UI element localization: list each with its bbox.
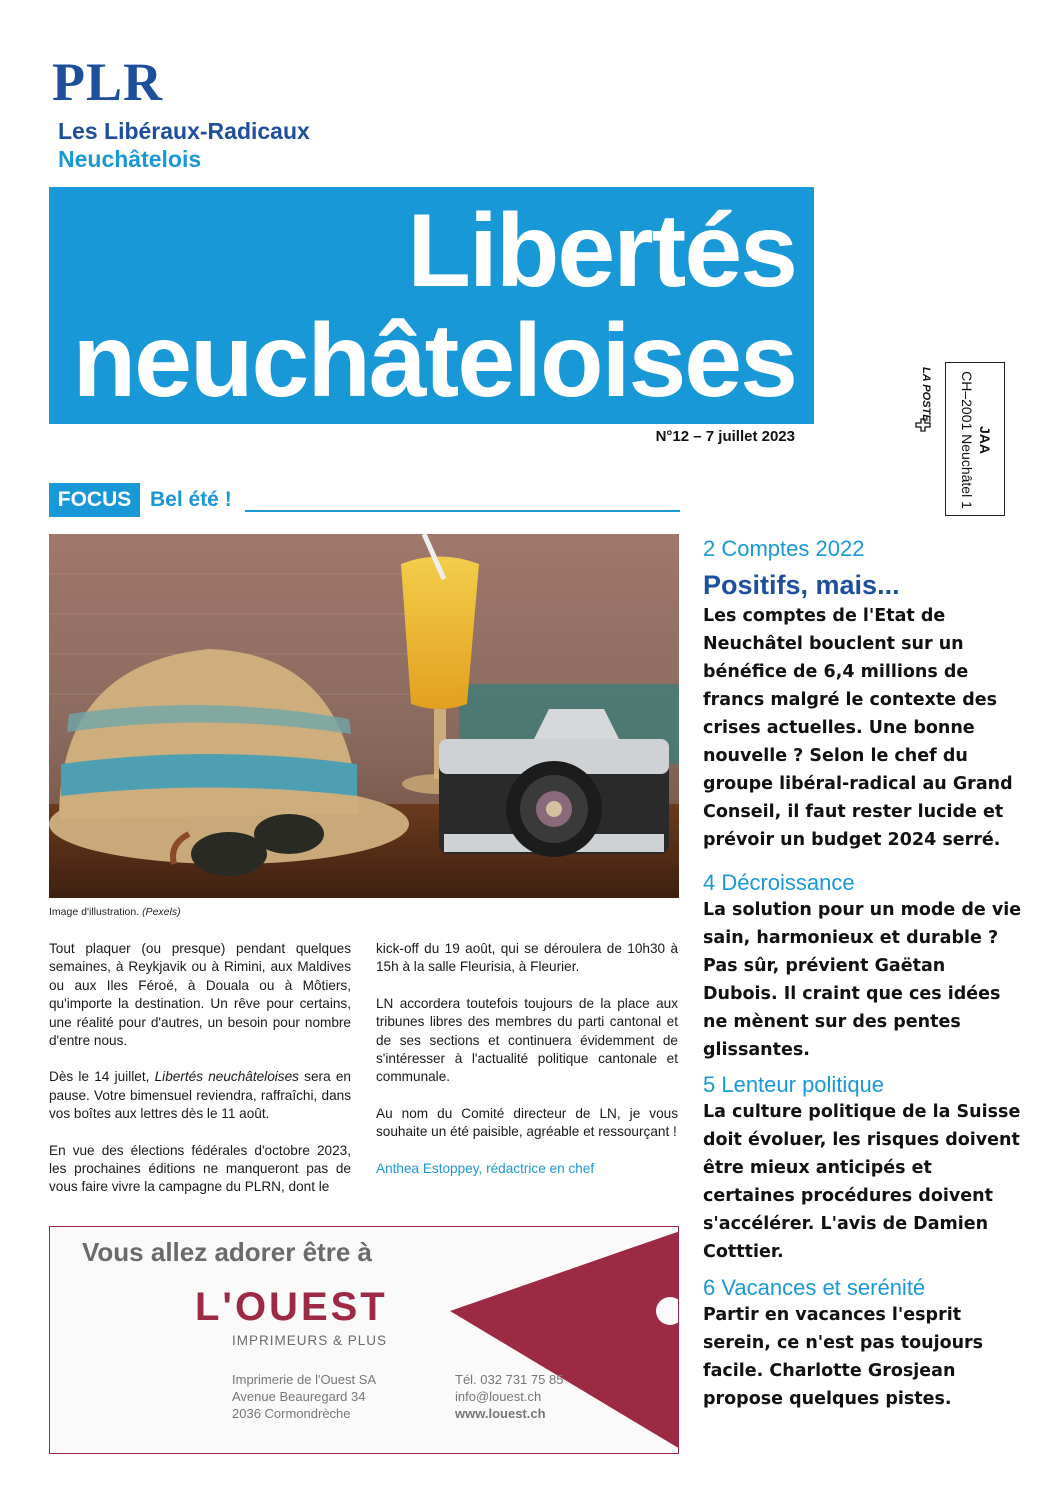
teaser-vacances[interactable]	[703, 1275, 1023, 1413]
party-region: Neuchâtelois	[58, 146, 202, 172]
article-paragraph	[49, 1068, 351, 1123]
ad-website[interactable]: www.louest.ch	[455, 1406, 546, 1421]
la-poste-text: LA POSTE	[920, 367, 932, 422]
ad-address-line: 2036 Cormondrèche	[232, 1406, 351, 1421]
article-paragraph: LN accordera toutefois toujours de la place aux tribunes libres des membres du parti cantonal et de ses sections et continuera évidemment de s'intéresser à l'actualité politique cantonale et communale.	[376, 995, 678, 1085]
ad-phone: Tél. 032 731 75 85	[455, 1372, 564, 1387]
teaser-text: La solution pour un mode de vie sain, harmonieux et durable ? Pas sûr, prévient Gaëtan Dubois. Il craint que ces idées ne mènent sur des pentes glissantes.	[703, 900, 1022, 1060]
la-poste-logo	[910, 365, 936, 435]
article-paragraph: Tout plaquer (ou presque) pendant quelques semaines, à Reykjavik ou à Rimini, aux Maldives ou aux Iles Féroé, à Douala ou à Môtiers, qu'importe la destination. Un rêve pour certains, une réalité pour d'autres, un besoin pour nombre d'entre nous.	[49, 941, 351, 1049]
ad-contact	[455, 1371, 563, 1422]
article-paragraph: Au nom du Comité directeur de LN, je vous souhaite un été paisible, agréable et ressourçant !	[376, 1105, 678, 1140]
teaser-text: La culture politique de la Suisse doit évoluer, les risques doivent être mieux anticipés et certaines procédures doivent s'accélérer. L'avis de Damien Cotttier.	[703, 1102, 1021, 1262]
photo-caption	[49, 906, 181, 918]
caption-text: Image d'illustration.	[49, 906, 143, 918]
teaser-decroissance[interactable]	[703, 870, 1023, 1064]
ad-address-line: Imprimerie de l'Ouest SA	[232, 1372, 377, 1387]
ad-headline: Vous allez adorer être à	[82, 1237, 372, 1267]
teaser-heading: 4 Décroissance	[703, 870, 855, 895]
ad-address-line: Avenue Beauregard 34	[232, 1389, 366, 1404]
summer-illustration-photo	[49, 534, 679, 898]
postage-box	[945, 362, 1005, 516]
ad-company-logo: L'OUEST	[195, 1285, 388, 1329]
teaser-heading: 2 Comptes 2022	[703, 536, 865, 561]
masthead-banner	[49, 187, 814, 424]
ad-address	[232, 1371, 376, 1422]
focus-tag: FOCUS	[49, 483, 140, 517]
article-signature: Anthea Estoppey, rédactrice en chef	[376, 1160, 595, 1176]
article-text: Dès le 14 juillet,	[49, 1069, 155, 1085]
party-logo: PLR	[52, 52, 163, 112]
teaser-heading: 6 Vacances et serénité	[703, 1275, 926, 1300]
ad-company-subtitle: IMPRIMEURS & PLUS	[232, 1333, 388, 1348]
party-name: Les Libéraux-Radicaux	[58, 118, 310, 144]
caption-credit: (Pexels)	[142, 906, 181, 918]
article-paragraph: kick-off du 19 août, qui se déroulera de 10h30 à 15h à la salle Fleurisia, à Fleurier.	[376, 941, 678, 975]
teaser-comptes[interactable]	[703, 536, 1023, 854]
teaser-text: Les comptes de l'Etat de Neuchâtel bouclent sur un bénéfice de 6,4 millions de francs malgré le contexte des crises actuelles. Une bonne nouvelle ? Selon le chef du groupe libéral-radical au Grand Conseil, il faut rester lucide et prévoir un budget 2024 serré.	[703, 606, 1013, 850]
teaser-title: Positifs, mais...	[703, 570, 900, 600]
article-column-1	[49, 940, 351, 1215]
teaser-text: Partir en vacances l'esprit serein, ce n'est pas toujours facile. Charlotte Grosjean propose quelques pistes.	[703, 1305, 984, 1409]
focus-rule	[245, 510, 680, 512]
teaser-lenteur-politique[interactable]	[703, 1072, 1023, 1266]
masthead-title-line1: Libertés	[407, 193, 796, 309]
postage-address: CH–2001 Neuchâtel 1	[959, 371, 975, 509]
teaser-heading: 5 Lenteur politique	[703, 1072, 885, 1097]
printer-advertisement	[49, 1226, 679, 1454]
focus-title: Bel été !	[150, 488, 232, 511]
article-paragraph: En vue des élections fédérales d'octobre 2023, les prochaines éditions ne manqueront pas de vous faire vivre la campagne du PLRN, dont le	[49, 1142, 351, 1195]
issue-number-date: N°12 – 7 juillet 2023	[655, 428, 795, 445]
masthead-title-line2: neuchâteloises	[72, 303, 796, 419]
article-text: sera en pause. Votre bimensuel reviendra, raffraîchi, dans vos boîtes aux lettres dès le 11 août.	[49, 1069, 351, 1122]
newspaper-title: Libertés neuchâteloises	[154, 1069, 299, 1085]
ad-email[interactable]: info@louest.ch	[455, 1389, 542, 1404]
postage-jaa: JAA	[977, 425, 993, 455]
article-column-2	[376, 940, 678, 1196]
